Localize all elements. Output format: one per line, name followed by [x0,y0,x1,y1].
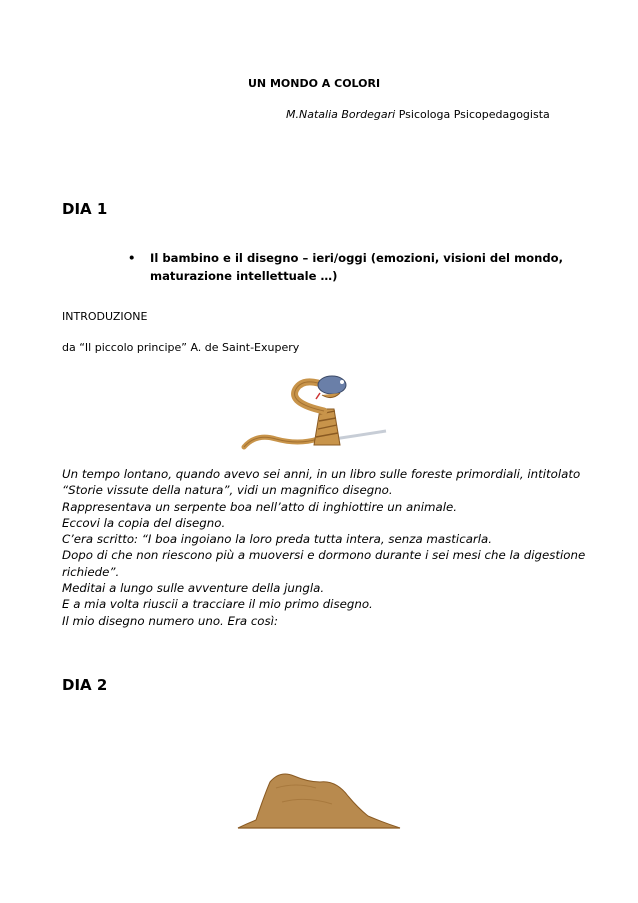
story-line: Eccovi la copia del disegno. [62,515,226,530]
document-title: UN MONDO A COLORI [248,77,381,90]
section-heading-dia-2: DIA 2 [62,676,108,694]
boa-swallowing-illustration [236,373,396,453]
bullet-marker: • [128,251,136,265]
story-line: Rappresentava un serpente boa nell’atto di inghiottire un animale. [62,499,457,514]
story-line: E a mia volta riuscii a tracciare il mio primo disegno. [62,597,373,612]
story-line: Un tempo lontano, quando avevo sei anni, in un libro sulle foreste primordiali, intitolato [62,467,581,481]
author-role: Psicologa Psicopedagogista [398,108,550,121]
story-line: Dopo di che non riescono più a muoversi e dormono durante i sei mesi che la digestione [62,548,586,563]
story-line: C’era scritto: “I boa ingoiano la loro preda tutta intera, senza masticarla. [62,532,493,547]
story-line: Meditai a lungo sulle avventure della jungla. [62,581,325,596]
intro-label: INTRODUZIONE [62,310,148,323]
story-line: richiede”. [62,564,120,579]
story-line: “Storie vissute della natura”, vidi un magnifico disegno. [62,483,393,498]
bullet-text-line-2: maturazione intellettuale …) [150,269,338,283]
boa-hat-illustration [236,768,402,834]
source-line: da “Il piccolo principe” A. de Saint-Exupery [62,341,300,354]
section-heading-dia-1: DIA 1 [62,200,108,218]
author-name: M.Natalia Bordegari [286,108,396,121]
author-line [286,108,550,121]
story-line: Il mio disegno numero uno. Era così: [62,613,278,628]
story-paragraph [62,466,585,629]
bullet-text-line-1: Il bambino e il disegno – ieri/oggi (emozioni, visioni del mondo, [150,251,564,265]
